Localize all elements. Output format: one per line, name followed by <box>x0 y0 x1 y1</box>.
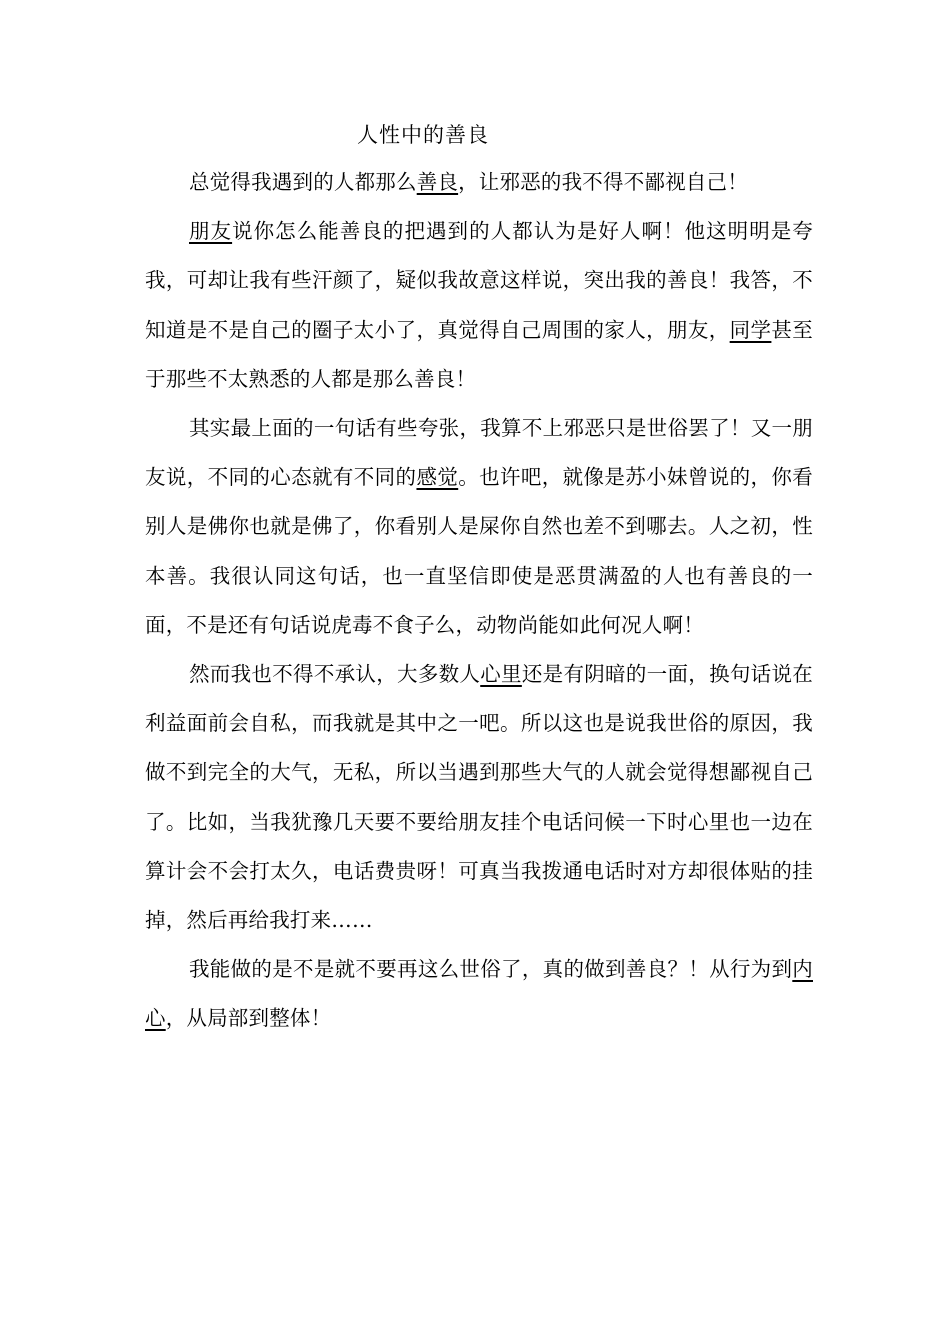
document-page <box>145 112 813 1044</box>
text-run: 说你怎么能善良的把遇到的人都认为是好人啊！他这明明是夸我，可却让我有些汗颜了，疑似我故意这样说，突出我的善良！我答，不知道是不是自己的圈子太小了，真觉得自己周围的家人，朋友， <box>145 219 813 342</box>
text-run: ，从局部到整体！ <box>165 1006 332 1031</box>
text-run: 我能做的是不是就不要再这么世俗了，真的做到善良？！从行为到 <box>189 957 793 982</box>
paragraph-2 <box>145 207 813 404</box>
underlined-word: 善良 <box>416 170 459 194</box>
underlined-word: 同学 <box>729 317 772 342</box>
text-run: 甚至于那些不太熟悉的人都是那么善良！ <box>145 317 813 391</box>
text-run: 总觉得我遇到的人都那么 <box>189 170 417 194</box>
paragraph-3 <box>145 404 813 650</box>
text-run: 还是有阴暗的一面，换句话说在利益面前会自私，而我就是其中之一吧。所以这也是说我世俗的原因，我做不到完全的大气，无私，所以当遇到那些大气的人就会觉得想鄙视自己了。比如，当我犹豫几天要不要给朋友挂个电话问候一下时心里也一边在算计会不会打太久，电话费贵呀！可真当我拨通电话时对方却很体贴的挂掉，然后再给我打来…… <box>145 662 813 933</box>
underlined-word: 内心 <box>145 957 813 1031</box>
underlined-word: 朋友 <box>189 219 233 244</box>
text-run: 其实最上面的一句话有些夸张，我算不上邪恶只是世俗罢了！又一朋友说，不同的心态就有不同的 <box>145 416 813 490</box>
text-run: ，让邪恶的我不得不鄙视自己！ <box>458 170 748 194</box>
paragraph-4 <box>145 650 813 945</box>
document-title: 人性中的善良 <box>357 123 489 147</box>
paragraph-1 <box>145 158 813 207</box>
paragraph-5 <box>145 945 813 1043</box>
text-run: 。也许吧，就像是苏小妹曾说的，你看别人是佛你也就是佛了，你看别人是屎你自然也差不到哪去。人之初，性本善。我很认同这句话，也一直坚信即使是恶贯满盈的人也有善良的一面，不是还有句话说虎毒不食子么，动物尚能如此何况人啊！ <box>145 465 813 637</box>
underlined-word: 心里 <box>480 662 522 687</box>
text-run: 然而我也不得不承认，大多数人 <box>189 662 481 687</box>
underlined-word: 感觉 <box>416 465 459 490</box>
